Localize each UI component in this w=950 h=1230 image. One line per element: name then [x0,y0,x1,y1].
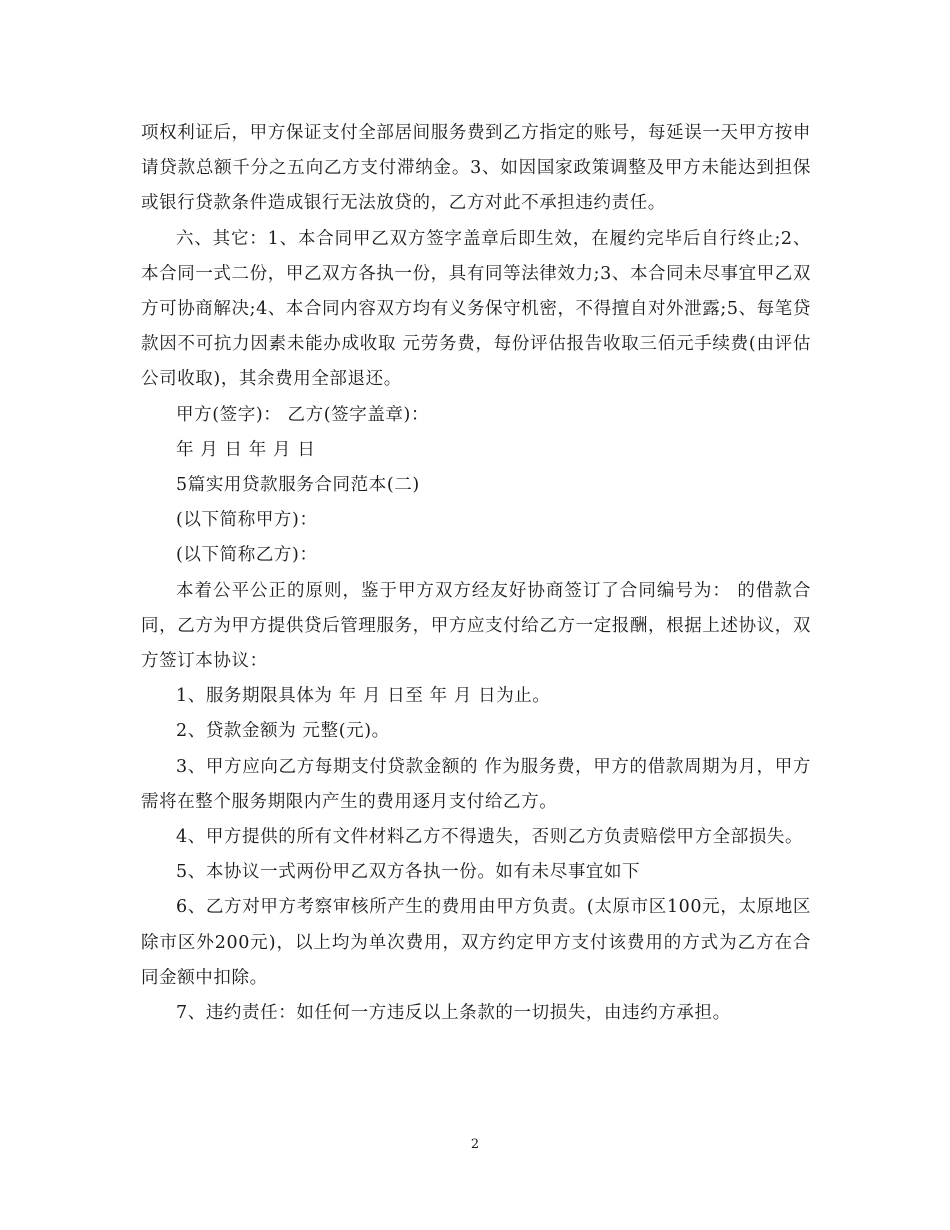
clause-3: 3、甲方应向乙方每期支付贷款金额的 作为服务费，甲方的借款周期为月，甲方需将在整个服务期限内产生的费用逐月支付给乙方。 [141,756,811,812]
clause-7: 7、违约责任：如任何一方违反以上条款的一切损失，由违约方承担。 [176,1003,731,1024]
paragraph-1: 项权利证后，甲方保证支付全部居间服务费到乙方指定的账号，每延误一天甲方按申请贷款总额千分之五向乙方支付滞纳金。3、如因国家政策调整及甲方未能达到担保或银行贷款条件造成银行无法放贷的，乙方对此不承担违约责任。 [141,123,811,214]
date-line: 年 月 日 年 月 日 [176,439,316,460]
clause-6: 6、乙方对甲方考察审核所产生的费用由甲方负责。(太原市区100元，太原地区除市区外200元)，以上均为单次费用，双方约定甲方支付该费用的方式为乙方在合同金额中扣除。 [141,897,811,988]
clause-5: 5、本协议一式两份甲乙双方各执一份。如有未尽事宜如下 [176,862,641,883]
section-title: 5篇实用贷款服务合同范本(二) [176,475,420,496]
signature-line: 甲方(签字)： 乙方(签字盖章)： [176,404,430,425]
clause-4: 4、甲方提供的所有文件材料乙方不得遗失，否则乙方负责赔偿甲方全部损失。 [176,827,804,848]
document-body [141,116,811,1031]
clause-1: 1、服务期限具体为 年 月 日至 年 月 日为止。 [176,686,551,707]
page-number: 2 [470,1137,480,1152]
party-b-line: (以下简称乙方)： [176,545,318,566]
clause-2: 2、贷款金额为 元整(元)。 [176,721,390,742]
paragraph-2: 六、其它：1、本合同甲乙双方签字盖章后即生效，在履约完毕后自行终止;2、本合同一式二份，甲乙双方各执一份，具有同等法律效力;3、本合同未尽事宜甲乙双方可协商解决;4、本合同内容双方均有义务保守机密，不得擅自对外泄露;5、每笔贷款因不可抗力因素未能办成收取 元劳务费，每份评估报告收取三佰元手续费(由评估公司收取)，其余费用全部退还。 [141,228,811,390]
party-a-line: (以下简称甲方)： [176,510,318,531]
preamble-paragraph: 本着公平公正的原则，鉴于甲方双方经友好协商签订了合同编号为： 的借款合同，乙方为甲方提供贷后管理服务，甲方应支付给乙方一定报酬，根据上述协议，双方签订本协议： [141,580,811,672]
